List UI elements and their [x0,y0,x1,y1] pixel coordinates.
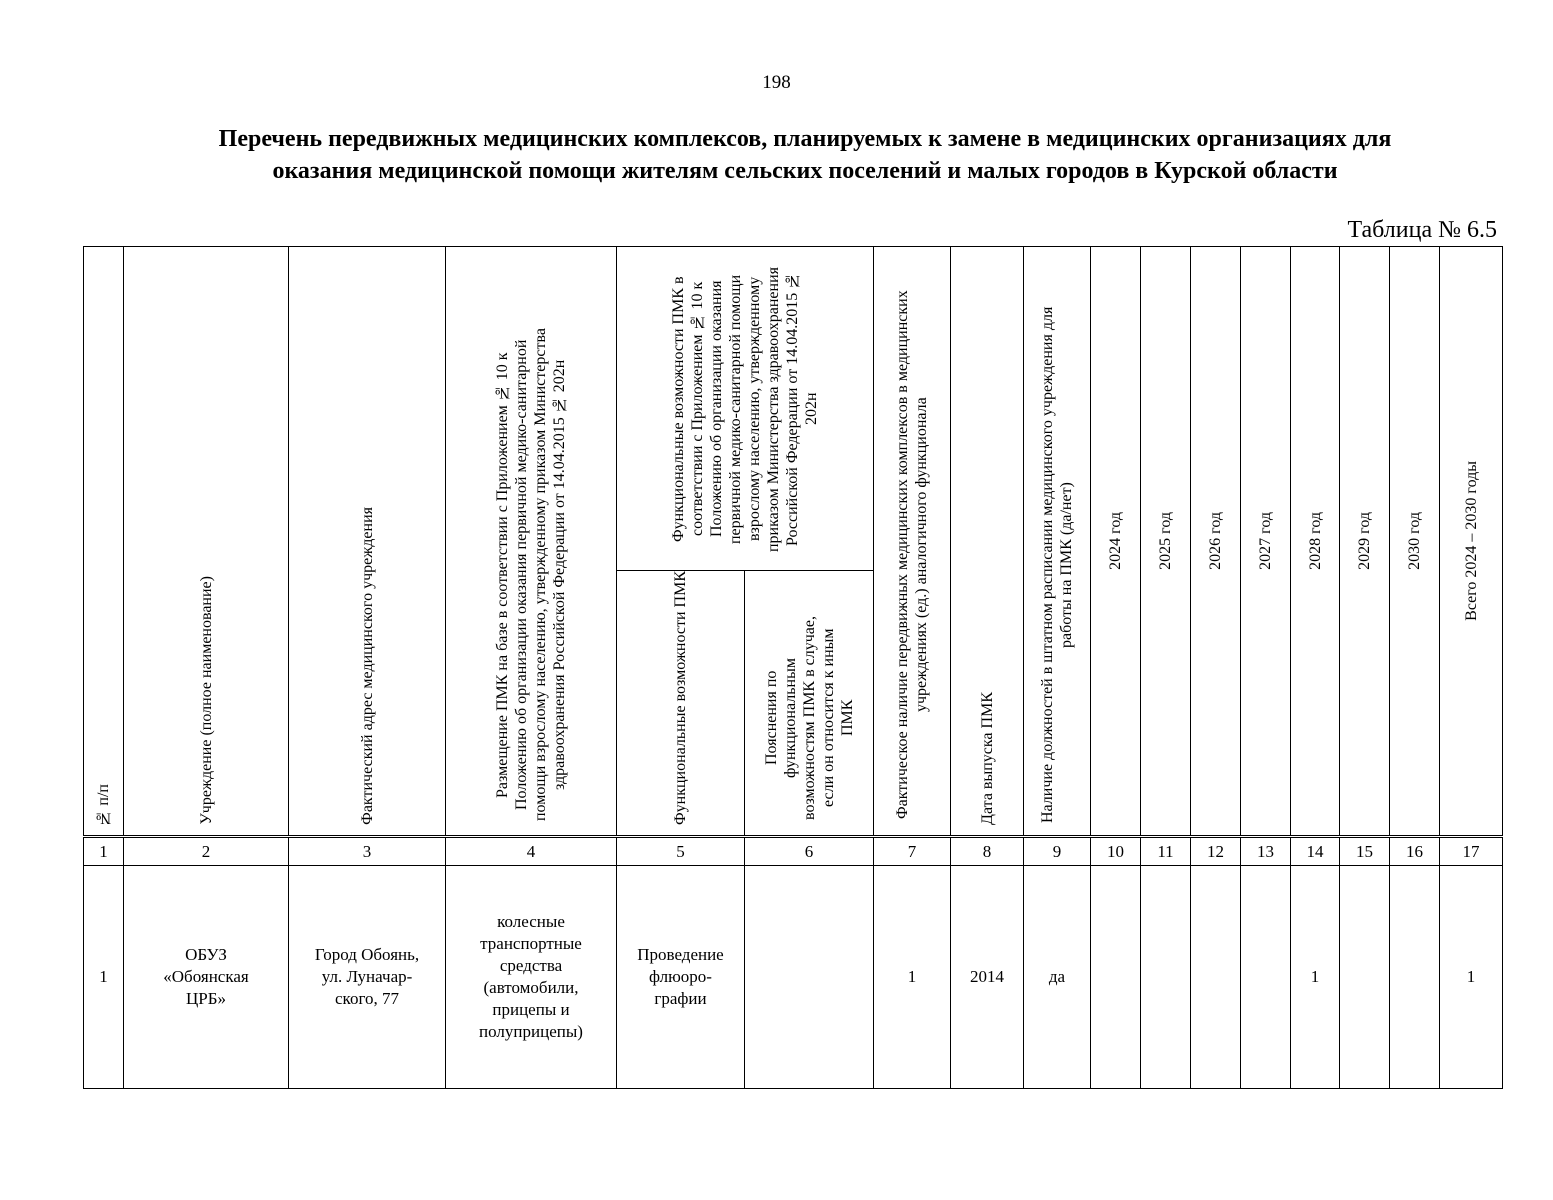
header-year-2026-text: 2026 год [1207,512,1224,570]
column-number: 4 [446,837,617,866]
header-staff-positions [1024,247,1091,837]
header-address [289,247,446,837]
cell-text-line: средства [499,956,563,975]
column-number: 5 [617,837,745,866]
cell-text-line: транспортные [480,934,582,953]
header-number-text: № п/п [95,784,112,827]
header-year-2027 [1241,247,1291,837]
header-address-text: Фактический адрес медицинского учреждения [358,507,376,825]
cell-text-line: колесные [497,912,565,931]
cell-year-2030 [1390,866,1440,1089]
cell-text-line: ул. Луначар- [321,967,413,986]
header-functional-notes-text: Пояснения по функциональным возможностям ПМК в случае, если он относится к иным ПМК [762,616,856,820]
header-year-2029-text: 2029 год [1356,512,1373,570]
cell-placement [446,866,617,1089]
header-number [84,247,124,837]
cell-total: 1 [1440,866,1503,1089]
header-release-date [951,247,1024,837]
cell-institution [124,866,289,1089]
cell-staff-positions: да [1024,866,1091,1089]
header-staff-positions-text: Наличие должностей в штатном расписании медицинского учреждения для работы на ПМК (да/нет) [1039,306,1075,824]
document-title [90,123,1520,187]
cell-text-line: ОБУЗ [185,945,227,964]
cell-year-2024 [1091,866,1141,1089]
cell-functional-notes [745,866,874,1089]
header-release-date-text: Дата выпуска ПМК [978,692,996,825]
column-number: 17 [1440,837,1503,866]
header-functional-capabilities [617,571,745,837]
pmk-table [83,246,1503,1089]
table-label: Таблица № 6.5 [1347,217,1497,243]
column-number: 3 [289,837,446,866]
column-number: 9 [1024,837,1091,866]
header-year-2024-text: 2024 год [1107,512,1124,570]
header-year-2025-text: 2025 год [1157,512,1174,570]
column-number: 6 [745,837,874,866]
cell-year-2025 [1141,866,1191,1089]
column-number: 15 [1340,837,1390,866]
header-actual-count [874,247,951,837]
header-functional-group-text: Функциональные возможности ПМК в соответствии с Приложением № 10 к Положению об организации оказания первичной медико-санитарной помощи взрослому населению, утвержденному приказом Министерства здравоохранения Российской Федерации от 14.04.2015 № 202н [670,265,820,552]
cell-text-line: флюоро- [649,967,712,986]
cell-text-line: прицепы и [492,1000,570,1019]
column-number: 11 [1141,837,1191,866]
cell-year-2026 [1191,866,1241,1089]
header-actual-count-text: Фактическое наличие передвижных медицинских комплексов в медицинских учреждениях (ед.) аналогичного функционала [894,290,930,820]
cell-text-line: ского, 77 [335,989,399,1008]
cell-text-line: (автомобили, [483,978,579,997]
table-row [84,866,1503,1089]
cell-year-2027 [1241,866,1291,1089]
header-placement-text: Размещение ПМК на базе в соответствии с Приложением № 10 к Положению об организации оказания первичной медико-санитарной помощи взрослому населению, утвержденному приказом Министерства здравоохранения Российской Федерации от 14.04.2015 № 202н [494,328,568,822]
header-functional-capabilities-text: Функциональные возможности ПМК [672,571,689,825]
header-year-2027-text: 2027 год [1257,512,1274,570]
cell-row-number: 1 [84,866,124,1089]
header-year-2024 [1091,247,1141,837]
header-functional-group [617,247,874,571]
page-number: 198 [762,72,791,93]
cell-text-line: Город Обоянь, [314,945,420,964]
column-number: 12 [1191,837,1241,866]
header-functional-notes [745,571,874,837]
column-number: 8 [951,837,1024,866]
header-year-2029 [1340,247,1390,837]
header-year-2030-text: 2030 год [1406,512,1423,570]
header-year-2026 [1191,247,1241,837]
header-year-2030 [1390,247,1440,837]
cell-text-line: графии [654,989,707,1008]
column-number: 16 [1390,837,1440,866]
column-number: 1 [84,837,124,866]
header-total-text: Всего 2024 – 2030 годы [1462,461,1480,621]
title-line-1: Перечень передвижных медицинских комплексов, планируемых к замене в медицинских организациях для [218,126,1392,152]
header-total [1440,247,1503,837]
header-institution-text: Учреждение (полное наименование) [197,576,215,825]
cell-functional-capabilities [617,866,745,1089]
header-placement [446,247,617,837]
column-number: 13 [1241,837,1291,866]
header-year-2028-text: 2028 год [1306,512,1324,570]
cell-year-2028: 1 [1291,866,1340,1089]
cell-address [289,866,446,1089]
cell-text-line: Проведение [637,945,724,964]
header-year-2025 [1141,247,1191,837]
column-number: 10 [1091,837,1141,866]
header-year-2028 [1291,247,1340,837]
cell-text-line: полуприцепы) [479,1022,583,1041]
column-number: 2 [124,837,289,866]
cell-text-line: «Обоянская [163,967,249,986]
title-line-2: оказания медицинской помощи жителям сельских поселений и малых городов в Курской области [272,158,1338,184]
cell-actual-count: 1 [874,866,951,1089]
cell-release-date: 2014 [951,866,1024,1089]
column-number: 7 [874,837,951,866]
column-number: 14 [1291,837,1340,866]
cell-text-line: ЦРБ» [186,989,226,1008]
column-number-row [84,837,1503,866]
header-institution [124,247,289,837]
cell-year-2029 [1340,866,1390,1089]
